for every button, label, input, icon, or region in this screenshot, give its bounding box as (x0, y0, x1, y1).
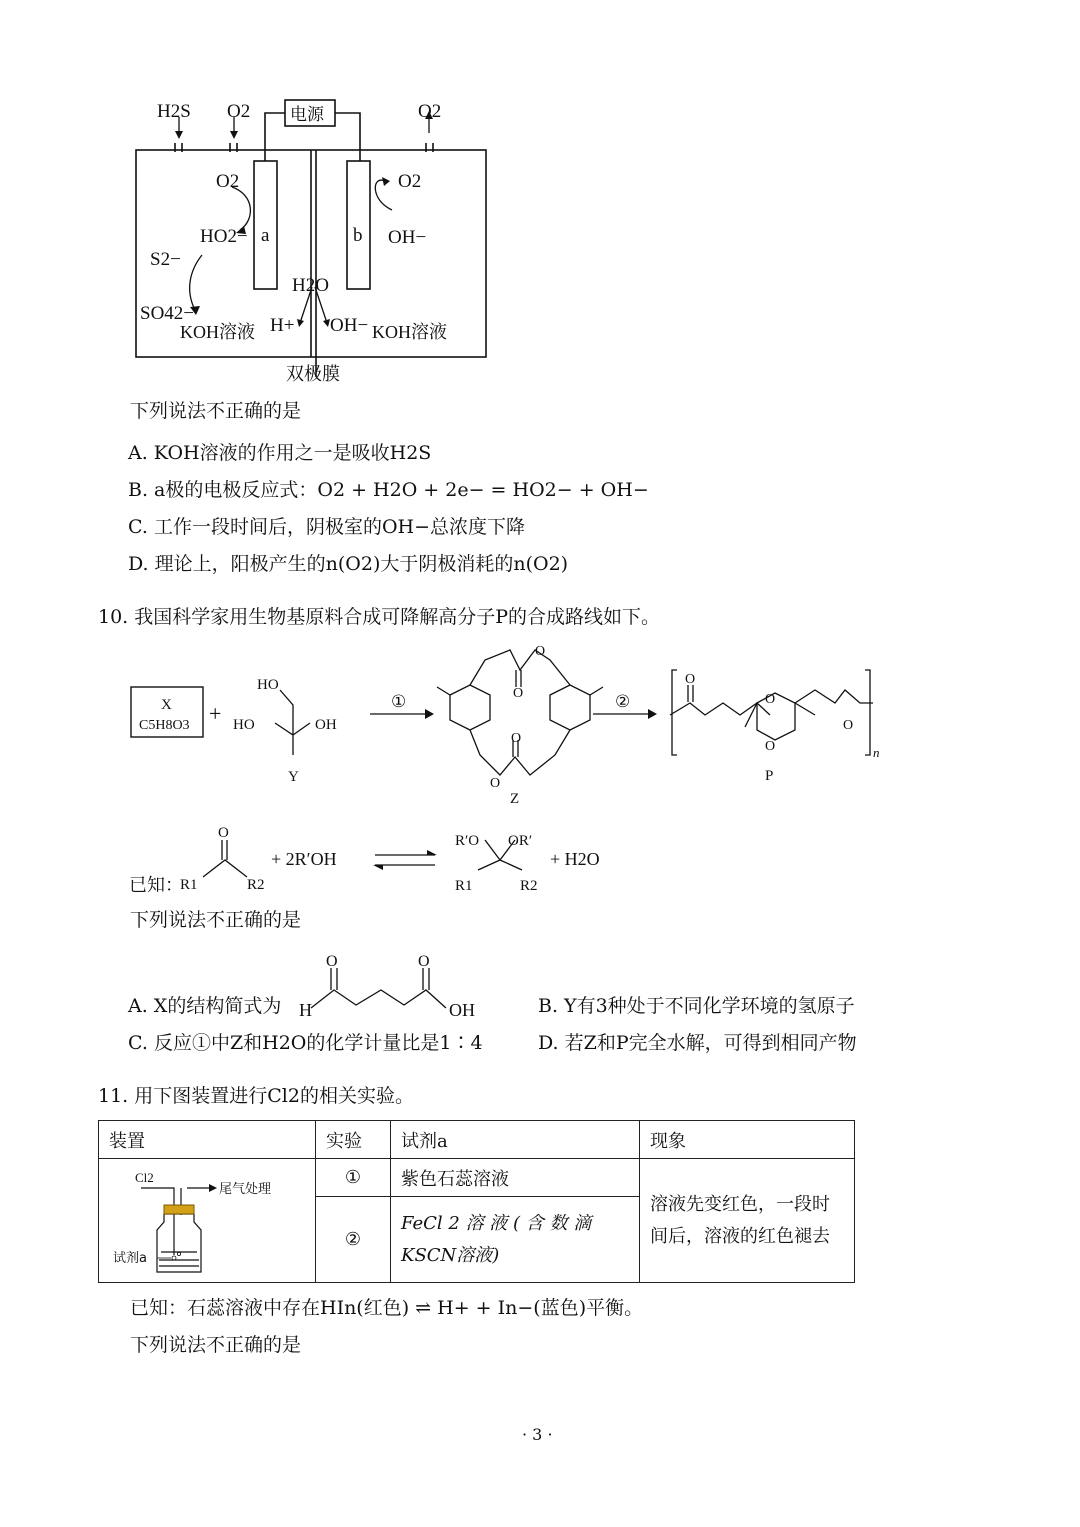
q10-option-b[interactable]: B. Y有3种处于不同化学环境的氢原子 (538, 995, 855, 1017)
known-ro-right: OR′ (508, 833, 533, 849)
q10-known-reaction (125, 815, 645, 900)
label-membrane: 双极膜 (286, 364, 340, 385)
label-b: b (353, 225, 363, 246)
apparatus-cell (99, 1159, 316, 1283)
row1-reagent: 紫色石蕊溶液 (391, 1159, 640, 1197)
row2-reagent (391, 1197, 640, 1283)
q10-stem: 10. 我国科学家用生物基原料合成可降解高分子P的合成路线如下。 (98, 606, 661, 628)
optA-o-1: O (326, 953, 338, 970)
wash-bottle-diagram (99, 1160, 315, 1282)
row2-reagent-line1: FeCl 2 溶 液 ( 含 数 滴 (401, 1212, 592, 1234)
known-r1-prod: R1 (455, 878, 473, 894)
q11-prompt: 下列说法不正确的是 (130, 1334, 302, 1356)
label-oh-mid: OH− (330, 315, 369, 336)
label-o2-a: O2 (216, 171, 240, 192)
y-ho-top: HO (257, 677, 279, 693)
q9-option-c[interactable]: C. 工作一段时间后，阴极室的OH−总浓度下降 (128, 516, 526, 538)
page-number: · 3 · (522, 1425, 553, 1444)
plus-1: + (209, 701, 222, 726)
label-a: a (261, 225, 270, 246)
label-h2o: H2O (292, 275, 329, 296)
q9-option-d[interactable]: D. 理论上，阳极产生的n(O2)大于阴极消耗的n(O2) (128, 553, 569, 575)
row1-num: ① (316, 1159, 391, 1197)
q10-option-a[interactable]: A. X的结构简式为 (128, 995, 282, 1017)
x-formula: C5H8O3 (139, 718, 190, 733)
q9-option-a[interactable]: A. KOH溶液的作用之一是吸收H2S (128, 442, 432, 464)
known-prefix: 已知： (129, 875, 183, 896)
p-label: P (765, 768, 774, 784)
known-r2-prod: R2 (520, 878, 538, 894)
y-structure (275, 690, 310, 755)
y-ho-left: HO (233, 717, 255, 733)
label-koh-right: KOH溶液 (372, 322, 447, 342)
row2-reagent-line2: KSCN溶液) (401, 1244, 500, 1266)
z-structure (437, 650, 603, 775)
q11-stem: 11. 用下图装置进行Cl2的相关实验。 (98, 1085, 414, 1107)
label-o2-out: O2 (418, 101, 442, 122)
header-experiment: 实验 (316, 1121, 391, 1159)
known-r2: R2 (247, 877, 265, 893)
step-1: ① (391, 692, 407, 711)
label-so4: SO42− (140, 303, 195, 324)
z-o-2: O (511, 731, 522, 746)
p-o-3: O (765, 739, 776, 754)
known-water: + H2O (550, 849, 600, 869)
electrolysis-diagram (120, 95, 510, 390)
known-r1: R1 (180, 877, 198, 893)
label-o2-b: O2 (398, 171, 422, 192)
x-label: X (161, 697, 172, 713)
apparatus-tail: 尾气处理 (219, 1181, 272, 1197)
z-label: Z (510, 791, 520, 807)
label-ho2: HO2− (200, 226, 248, 247)
p-o-2: O (765, 692, 776, 707)
p-n: n (873, 745, 880, 760)
apparatus-reagent: 试剂a (113, 1250, 147, 1266)
q10-option-d[interactable]: D. 若Z和P完全水解，可得到相同产物 (538, 1032, 857, 1054)
known-reagent: + 2R′OH (271, 849, 337, 869)
optA-oh: OH (449, 1000, 475, 1020)
label-h2s: H2S (157, 101, 191, 122)
q10-prompt: 下列说法不正确的是 (130, 909, 302, 931)
label-oh-b: OH− (388, 227, 427, 248)
q9-prompt: 下列说法不正确的是 (130, 400, 302, 422)
row2-num: ② (316, 1197, 391, 1283)
q11-table (98, 1120, 855, 1283)
header-reagent: 试剂a (391, 1121, 640, 1159)
label-koh-left: KOH溶液 (180, 322, 255, 342)
p-o-4: O (843, 718, 854, 733)
q10-option-a-structure (296, 950, 506, 1022)
label-o2-in: O2 (227, 101, 251, 122)
label-h-plus: H+ (270, 315, 295, 336)
phenomenon-line1: 溶液先变红色，一段时 (650, 1193, 830, 1215)
label-s2: S2− (150, 249, 181, 270)
label-power: 电源 (290, 105, 324, 125)
y-oh-right: OH (315, 717, 337, 733)
step-2: ② (615, 692, 631, 711)
y-label: Y (288, 769, 299, 785)
q10-option-c[interactable]: C. 反应①中Z和H2O的化学计量比是1∶4 (128, 1032, 483, 1054)
apparatus-cl2: Cl2 (135, 1169, 154, 1185)
header-phenomenon: 现象 (640, 1121, 855, 1159)
optA-o-2: O (418, 953, 430, 970)
p-o-1: O (685, 672, 696, 687)
z-o-1: O (513, 686, 524, 701)
phenomenon-cell (640, 1159, 855, 1283)
header-apparatus: 装置 (99, 1121, 316, 1159)
q11-known: 已知：石蕊溶液中存在HIn(红色) ⇌ H+ + In−(蓝色)平衡。 (130, 1297, 644, 1319)
q9-option-b[interactable]: B. a极的电极反应式：O2 + H2O + 2e− = HO2− + OH− (128, 479, 649, 501)
known-o: O (218, 825, 229, 841)
z-o-3: O (535, 645, 546, 659)
q10-synthesis-scheme (125, 645, 895, 815)
phenomenon-line2: 间后，溶液的红色褪去 (650, 1225, 830, 1247)
z-o-4: O (490, 776, 501, 791)
optA-h: H (299, 1000, 312, 1020)
known-ro-left: R′O (455, 833, 480, 849)
